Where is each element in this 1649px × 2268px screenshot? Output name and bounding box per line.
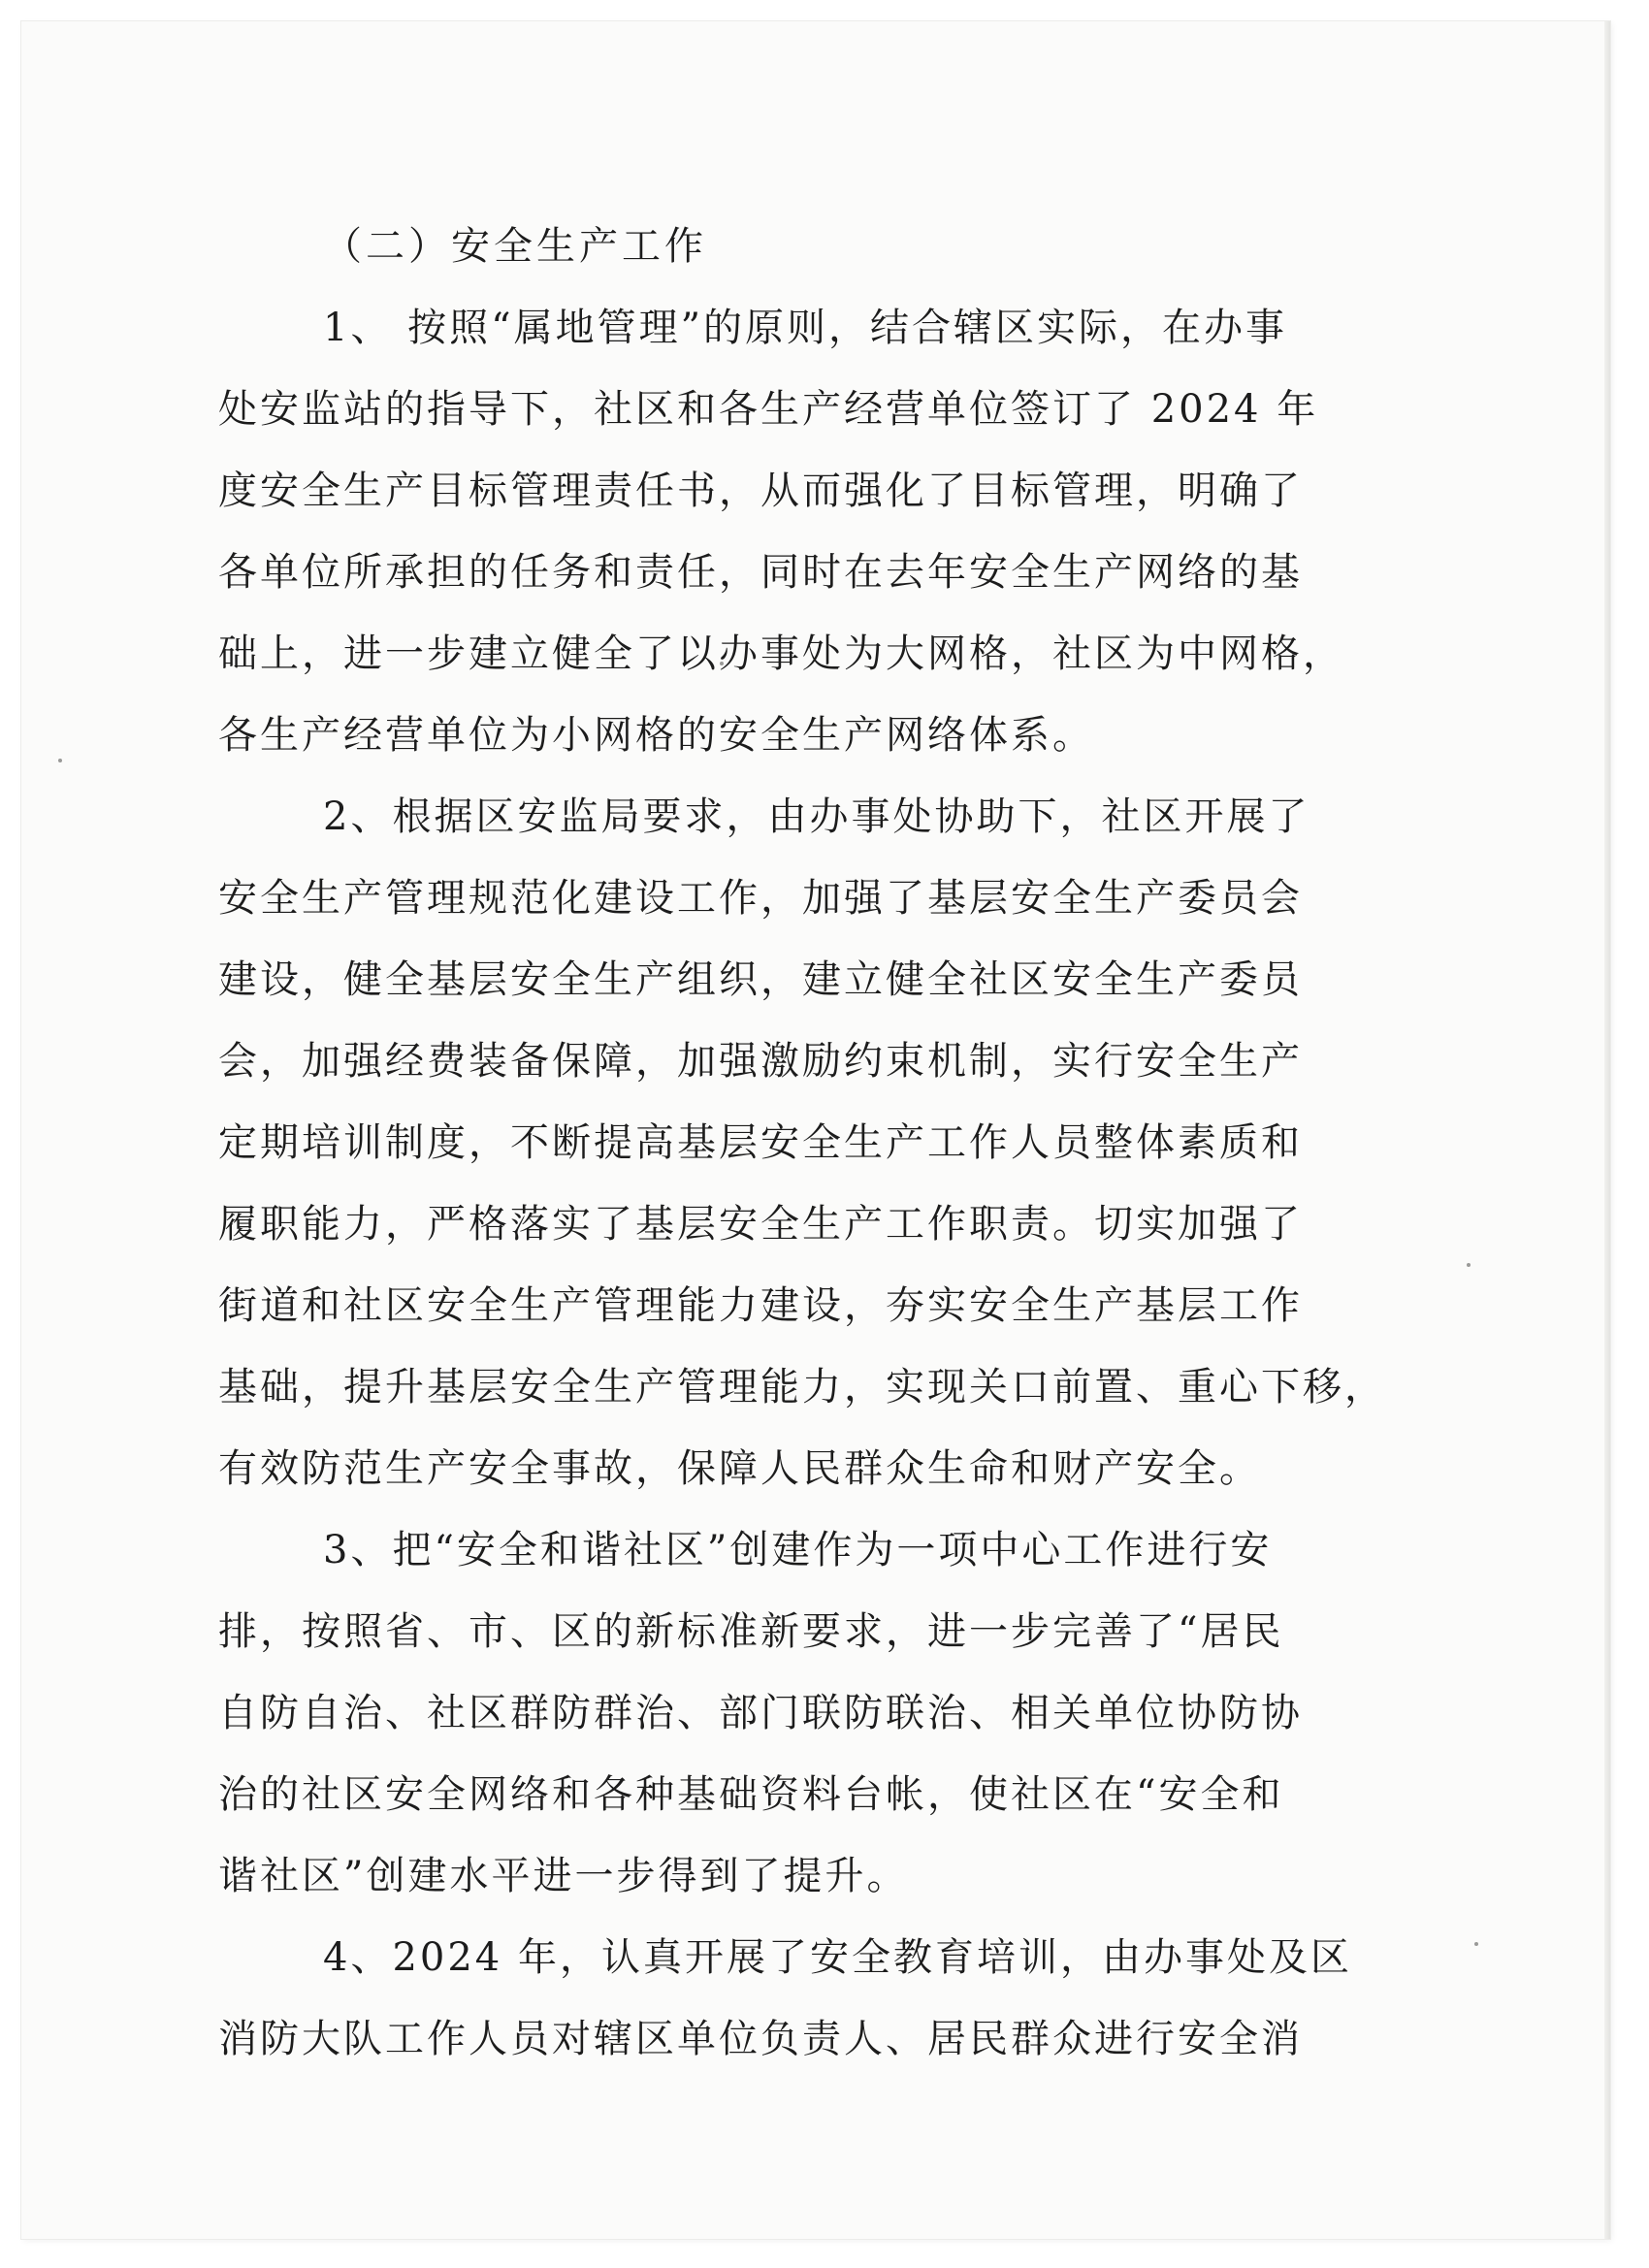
paragraph-1-line-6: 各生产经营单位为小网格的安全生产网络体系。 xyxy=(218,713,1094,758)
paragraph-3-line-3: 自防自治、社区群防群治、部门联防联治、相关单位协防协 xyxy=(218,1691,1303,1735)
paragraph-2-line-7: 街道和社区安全生产管理能力建设，夯实安全生产基层工作 xyxy=(218,1283,1303,1328)
paragraph-2-line-8: 基础，提升基层安全生产管理能力，实现关口前置、重心下移， xyxy=(218,1365,1386,1409)
page-edge-shadow xyxy=(1604,21,1610,2239)
paragraph-2-line-4: 会，加强经费装备保障，加强激励约束机制，实行安全生产 xyxy=(218,1039,1303,1084)
paragraph-4-line-2: 消防大队工作人员对辖区单位负责人、居民群众进行安全消 xyxy=(218,2017,1303,2061)
paragraph-3-line-4: 治的社区安全网络和各种基础资料台帐，使社区在“安全和 xyxy=(218,1772,1284,1817)
paragraph-3-line-5: 谐社区”创建水平进一步得到了提升。 xyxy=(218,1854,909,1898)
paragraph-1-line-2: 处安监站的指导下，社区和各生产经营单位签订了 2024 年 xyxy=(218,387,1319,432)
paragraph-3-line-1: 3、把“安全和谐社区”创建作为一项中心工作进行安 xyxy=(323,1528,1273,1572)
paragraph-1-line-5: 础上，进一步建立健全了以办事处为大网格，社区为中网格， xyxy=(218,632,1344,676)
paragraph-2-line-1: 2、根据区安监局要求，由办事处协助下，社区开展了 xyxy=(323,794,1310,839)
paragraph-4-line-1: 4、2024 年，认真开展了安全教育培训，由办事处及区 xyxy=(323,1935,1352,1980)
paragraph-2-line-2: 安全生产管理规范化建设工作，加强了基层安全生产委员会 xyxy=(218,876,1303,921)
paragraph-2-line-6: 履职能力，严格落实了基层安全生产工作职责。切实加强了 xyxy=(218,1202,1303,1247)
paragraph-1-line-4: 各单位所承担的任务和责任，同时在去年安全生产网络的基 xyxy=(218,550,1303,595)
paragraph-2-line-9: 有效防范生产安全事故，保障人民群众生命和财产安全。 xyxy=(218,1446,1261,1491)
paragraph-2-line-3: 建设，健全基层安全生产组织，建立健全社区安全生产委员 xyxy=(218,957,1303,1002)
document-body xyxy=(218,206,1386,2080)
section-heading: （二）安全生产工作 xyxy=(323,224,707,269)
scan-speck xyxy=(1474,1942,1478,1946)
paragraph-3-line-2: 排，按照省、市、区的新标准新要求，进一步完善了“居民 xyxy=(218,1609,1284,1654)
paragraph-1-line-3: 度安全生产目标管理责任书，从而强化了目标管理，明确了 xyxy=(218,469,1303,513)
scan-speck xyxy=(58,759,62,762)
scan-speck xyxy=(1467,1263,1471,1267)
paragraph-1-line-1: 1、 按照“属地管理”的原则，结合辖区实际，在办事 xyxy=(323,306,1288,350)
paragraph-2-line-5: 定期培训制度，不断提高基层安全生产工作人员整体素质和 xyxy=(218,1120,1303,1165)
